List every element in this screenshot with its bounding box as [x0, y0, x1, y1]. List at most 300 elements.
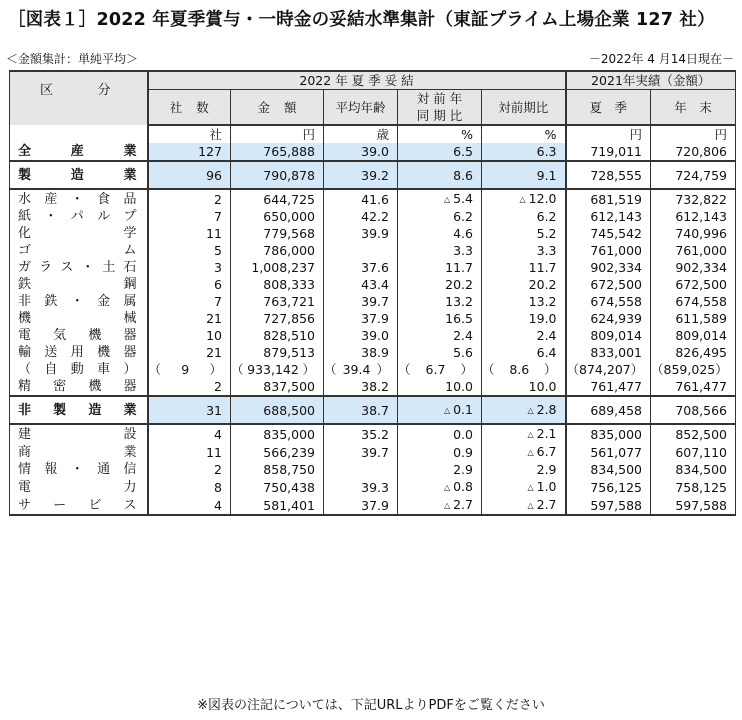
header-group-2021: 2021年実績（金額）: [566, 71, 736, 90]
value: 39.7: [361, 444, 389, 460]
triangle-minus-icon: △: [527, 501, 534, 510]
cell-yoy: [398, 327, 482, 344]
header-kubun-2: 分: [97, 83, 111, 98]
value: 674,558: [590, 294, 643, 309]
value: 612,143: [590, 209, 643, 224]
cell-yearend: [651, 310, 736, 327]
label-char: 金: [97, 294, 111, 309]
label-char: 産: [70, 144, 84, 159]
cell-vs-prev: [482, 310, 566, 327]
value: 5: [214, 243, 222, 258]
value: 672,500: [590, 277, 643, 292]
cell-yearend: [651, 344, 736, 361]
table-row: [10, 310, 736, 327]
cell-age: [324, 225, 398, 242]
cell-summer: [566, 225, 651, 242]
label-char: 鉄: [18, 277, 32, 292]
value: 4: [214, 426, 222, 442]
value: 21: [206, 311, 222, 326]
label-char: 電: [18, 479, 32, 495]
value: 5.2: [536, 226, 557, 241]
table-row: [10, 496, 736, 515]
cell-companies: [148, 276, 231, 293]
triangle-minus-icon: △: [443, 406, 451, 415]
cell-companies: [148, 496, 231, 515]
paren-close: ）: [460, 362, 473, 377]
value: 858,750: [263, 462, 315, 477]
header-kin: 金: [257, 99, 284, 115]
row-label: [10, 443, 148, 461]
label-char: 設: [123, 426, 137, 442]
cell-yearend: [651, 276, 736, 293]
label-char: 気: [53, 328, 67, 343]
value: 852,500: [675, 426, 728, 442]
cell-yoy: [398, 396, 482, 424]
value: 2.7: [453, 497, 473, 512]
cell-vs-prev: [482, 378, 566, 396]
value: 763,721: [263, 294, 315, 309]
cell-yearend: [651, 259, 736, 276]
row-label: [10, 242, 148, 259]
label-char: ・: [81, 260, 95, 275]
label-char: 全: [18, 144, 32, 159]
value: 756,125: [590, 479, 643, 495]
cell-amount: [231, 293, 324, 310]
cell-age: [324, 327, 398, 344]
cell-amount: [231, 161, 324, 189]
value: 879,513: [263, 345, 315, 360]
value: 3: [214, 260, 222, 275]
header-group-2022: 2022 年 夏 季 妥 結: [148, 71, 566, 90]
cell-vs-prev: [482, 461, 566, 478]
cell-summer: [566, 293, 651, 310]
value: 37.9: [361, 311, 389, 326]
header-kubun-1: 区: [40, 83, 54, 98]
value: 8.6: [453, 167, 473, 183]
value: 11.7: [445, 260, 473, 275]
cell-vs-prev: [482, 293, 566, 310]
value: 6.3: [536, 144, 557, 159]
label-char: 通: [97, 462, 111, 477]
value: 6.7: [536, 444, 557, 459]
value: 2.9: [536, 462, 557, 477]
value: 740,996: [675, 226, 728, 241]
header-kubun: [10, 71, 148, 125]
cell-summer: [566, 327, 651, 344]
cell-vs-prev: [482, 478, 566, 496]
table-row: [10, 293, 736, 310]
cell-age: [324, 378, 398, 396]
cell-summer: [566, 344, 651, 361]
value: 19.0: [528, 311, 557, 326]
value: 837,500: [263, 379, 315, 394]
value: 39.9: [361, 226, 389, 241]
paren-open: （: [651, 362, 664, 377]
value: 672,500: [675, 277, 728, 292]
value: 708,566: [675, 402, 728, 418]
label-char: 機: [18, 311, 32, 326]
label-char: 機: [88, 328, 102, 343]
value: 6: [214, 277, 222, 292]
label-char: ー: [53, 497, 67, 513]
header-yoy-2: 同 期 比: [416, 108, 463, 123]
table-row: [10, 361, 736, 378]
cell-yoy: [398, 225, 482, 242]
cell-yearend: [651, 461, 736, 478]
table-row: [10, 225, 736, 242]
cell-age: [324, 361, 398, 378]
cell-yoy: [398, 293, 482, 310]
unit-row: [10, 125, 736, 143]
cell-amount: [231, 327, 324, 344]
cell-amount: [231, 189, 324, 208]
row-label: [10, 143, 148, 161]
cell-amount: [231, 496, 324, 515]
cell-yoy: [398, 189, 482, 208]
value: 0.1: [453, 402, 473, 417]
header-companies: [148, 90, 231, 126]
cell-companies: [148, 259, 231, 276]
header-vs-prev: 対前期比: [482, 90, 566, 126]
label-char: 力: [123, 479, 137, 495]
cell-yearend: [651, 424, 736, 443]
value: 5.4: [453, 191, 473, 206]
cell-companies: [148, 143, 231, 161]
cell-companies: [148, 225, 231, 242]
label-char: 業: [123, 402, 137, 418]
row-label: [10, 276, 148, 293]
label-char: 鉄: [44, 294, 58, 309]
table-row: [10, 208, 736, 225]
value: 689,458: [590, 402, 643, 418]
row-label: [10, 189, 148, 208]
label-char: ス: [123, 497, 137, 513]
value: 612,143: [675, 209, 728, 224]
label-char: ）: [123, 362, 137, 377]
value: 859,025: [663, 362, 716, 377]
value: 38.9: [361, 345, 389, 360]
value: 2.4: [536, 328, 557, 343]
label-char: 食: [97, 191, 111, 207]
unit-companies: 社: [148, 125, 231, 143]
cell-yearend: [651, 327, 736, 344]
value: 688,500: [263, 402, 315, 418]
value: 43.4: [361, 277, 389, 292]
paren-close: ）: [209, 362, 222, 377]
label-char: プ: [123, 209, 137, 224]
value: 835,000: [263, 426, 315, 442]
cell-age: [324, 424, 398, 443]
label-char: ル: [97, 209, 111, 224]
value: 761,477: [590, 379, 643, 394]
value: 650,000: [263, 209, 315, 224]
value: 20.2: [445, 277, 473, 292]
paren-close: ）: [376, 362, 389, 377]
cell-age: [324, 293, 398, 310]
cell-companies: [148, 189, 231, 208]
value: 933,142: [247, 362, 299, 377]
cell-companies: [148, 293, 231, 310]
value: 6.2: [536, 209, 557, 224]
triangle-minus-icon: △: [443, 483, 451, 492]
label-char: ム: [123, 243, 137, 258]
value: 6.5: [453, 144, 473, 159]
row-label: [10, 310, 148, 327]
paren-open: （: [482, 362, 495, 377]
value: 7: [214, 209, 222, 224]
triangle-minus-icon: △: [527, 430, 534, 439]
label-char: 器: [123, 345, 137, 360]
cell-summer: [566, 143, 651, 161]
value: 1,008,237: [251, 260, 315, 275]
cell-companies: [148, 361, 231, 378]
value: 724,759: [675, 167, 728, 183]
value: 597,588: [590, 497, 643, 513]
label-char: ス: [60, 260, 74, 275]
value: 11.7: [528, 260, 557, 275]
cell-yoy: [398, 443, 482, 461]
table-row: [10, 242, 736, 259]
unit-note: ＜金額集計：単純平均＞: [6, 52, 139, 66]
label-char: 輸: [18, 345, 32, 360]
value: 720,806: [675, 144, 728, 159]
label-char: ・: [44, 209, 58, 224]
label-char: 土: [102, 260, 116, 275]
row-label: [10, 396, 148, 424]
cell-yearend: [651, 478, 736, 496]
table-row: [10, 189, 736, 208]
value: 719,011: [590, 144, 643, 159]
cell-companies: [148, 208, 231, 225]
value: 732,822: [675, 191, 728, 207]
value: 6.7: [425, 362, 446, 377]
value: 3.3: [536, 243, 557, 258]
cell-companies: [148, 344, 231, 361]
cell-yoy: [398, 344, 482, 361]
value: 2.8: [536, 402, 557, 417]
label-char: ビ: [88, 497, 102, 513]
value: 765,888: [263, 144, 315, 159]
value: 13.2: [528, 294, 557, 309]
cell-summer: [566, 189, 651, 208]
cell-companies: [148, 310, 231, 327]
label-char: 自: [44, 362, 58, 377]
value: 758,125: [675, 479, 728, 495]
value: 127: [198, 144, 222, 159]
triangle-minus-icon: △: [527, 483, 534, 492]
cell-yoy: [398, 496, 482, 515]
label-char: 非: [18, 294, 32, 309]
value: 41.6: [361, 191, 389, 207]
value: 611,589: [675, 311, 728, 326]
value: 38.7: [361, 402, 389, 418]
date-note: －2022年 4 月14日現在－: [588, 52, 734, 66]
value: 8: [214, 479, 222, 495]
triangle-minus-icon: △: [443, 501, 451, 510]
cell-yoy: [398, 478, 482, 496]
cell-vs-prev: [482, 259, 566, 276]
cell-vs-prev: [482, 161, 566, 189]
value: 674,558: [675, 294, 728, 309]
cell-yearend: [651, 143, 736, 161]
cell-companies: [148, 396, 231, 424]
value: 1.0: [536, 479, 557, 494]
value: 5.6: [453, 345, 473, 360]
label-char: 信: [123, 462, 137, 477]
cell-summer: [566, 361, 651, 378]
label-char: 機: [88, 379, 102, 394]
label-char: ・: [70, 462, 84, 477]
cell-age: [324, 478, 398, 496]
cell-yoy: [398, 143, 482, 161]
cell-yearend: [651, 242, 736, 259]
cell-vs-prev: [482, 242, 566, 259]
row-label: [10, 259, 148, 276]
value: 607,110: [675, 444, 728, 460]
row-label: [10, 225, 148, 242]
row-label: [10, 208, 148, 225]
cell-amount: [231, 378, 324, 396]
cell-summer: [566, 276, 651, 293]
cell-summer: [566, 161, 651, 189]
value: 39.0: [361, 328, 389, 343]
label-char: ガ: [18, 260, 32, 275]
cell-summer: [566, 461, 651, 478]
value: 96: [206, 167, 222, 183]
cell-amount: [231, 208, 324, 225]
label-char: 石: [123, 260, 137, 275]
cell-vs-prev: [482, 424, 566, 443]
cell-yearend: [651, 161, 736, 189]
label-char: 器: [123, 379, 137, 394]
value: 7: [214, 294, 222, 309]
label-char: 水: [18, 191, 32, 207]
value: 4.6: [453, 226, 473, 241]
row-label: [10, 461, 148, 478]
label-char: 造: [88, 402, 102, 418]
value: 9: [181, 362, 190, 377]
cell-summer: [566, 259, 651, 276]
value: 809,014: [590, 328, 643, 343]
value: 750,438: [263, 479, 315, 495]
cell-vs-prev: [482, 189, 566, 208]
value: 10: [206, 328, 222, 343]
value: 761,000: [590, 243, 643, 258]
value: 566,239: [263, 444, 315, 460]
cell-summer: [566, 424, 651, 443]
cell-yearend: [651, 496, 736, 515]
cell-companies: [148, 478, 231, 496]
table-row: [10, 327, 736, 344]
value: 828,510: [263, 328, 315, 343]
value: 761,477: [675, 379, 728, 394]
value: 2.7: [536, 497, 557, 512]
value: 834,500: [675, 462, 728, 477]
value: 0.8: [453, 479, 473, 494]
cell-yoy: [398, 259, 482, 276]
value: 2: [214, 191, 222, 207]
value: 874,207: [579, 362, 631, 377]
value: 16.5: [445, 311, 473, 326]
value: 31: [206, 402, 222, 418]
cell-age: [324, 259, 398, 276]
label-char: 電: [18, 328, 32, 343]
row-label: [10, 424, 148, 443]
cell-vs-prev: [482, 443, 566, 461]
value: 644,725: [263, 191, 315, 207]
value: 35.2: [361, 426, 389, 442]
value: 10.0: [445, 379, 473, 394]
value: 20.2: [528, 277, 557, 292]
paren-close: ）: [544, 362, 557, 377]
cell-companies: [148, 461, 231, 478]
value: 11: [206, 444, 222, 460]
label-char: サ: [18, 497, 32, 513]
row-label: [10, 478, 148, 496]
value: 835,000: [590, 426, 643, 442]
value: 786,000: [263, 243, 315, 258]
cell-summer: [566, 378, 651, 396]
label-char: 製: [53, 402, 67, 418]
value: 761,000: [675, 243, 728, 258]
unit-summer: 円: [566, 125, 651, 143]
unit-amount: 円: [231, 125, 324, 143]
unit-vs-prev: %: [482, 125, 566, 143]
value: 11: [206, 226, 222, 241]
cell-amount: [231, 443, 324, 461]
cell-summer: [566, 496, 651, 515]
row-label: [10, 293, 148, 310]
cell-age: [324, 396, 398, 424]
cell-summer: [566, 478, 651, 496]
label-char: 産: [44, 191, 58, 207]
header-yoy: [398, 90, 482, 126]
paren-open: （: [398, 362, 411, 377]
label-char: 属: [123, 294, 137, 309]
table-row: [10, 259, 736, 276]
paren-open: （: [231, 362, 244, 377]
table-row: [10, 478, 736, 496]
header-summer: 夏 季: [566, 90, 651, 126]
label-char: 建: [18, 426, 32, 442]
header-sha: 社: [169, 99, 197, 115]
value: 9.1: [536, 167, 557, 183]
cell-yearend: [651, 361, 736, 378]
cell-amount: [231, 276, 324, 293]
value: 808,333: [263, 277, 315, 292]
value: 13.2: [445, 294, 473, 309]
header-gaku: 額: [284, 99, 297, 115]
cell-summer: [566, 208, 651, 225]
cell-yearend: [651, 443, 736, 461]
value: 2.1: [536, 426, 557, 441]
cell-yearend: [651, 189, 736, 208]
value: 42.2: [361, 209, 389, 224]
cell-yoy: [398, 424, 482, 443]
value: 809,014: [675, 328, 728, 343]
cell-amount: [231, 310, 324, 327]
cell-age: [324, 189, 398, 208]
cell-yoy: [398, 208, 482, 225]
label-char: ・: [70, 191, 84, 207]
cell-vs-prev: [482, 143, 566, 161]
row-label: [10, 361, 148, 378]
value: 2: [214, 379, 222, 394]
value: 833,001: [590, 345, 643, 360]
row-label: [10, 161, 148, 189]
unit-yoy: %: [398, 125, 482, 143]
cell-yoy: [398, 361, 482, 378]
